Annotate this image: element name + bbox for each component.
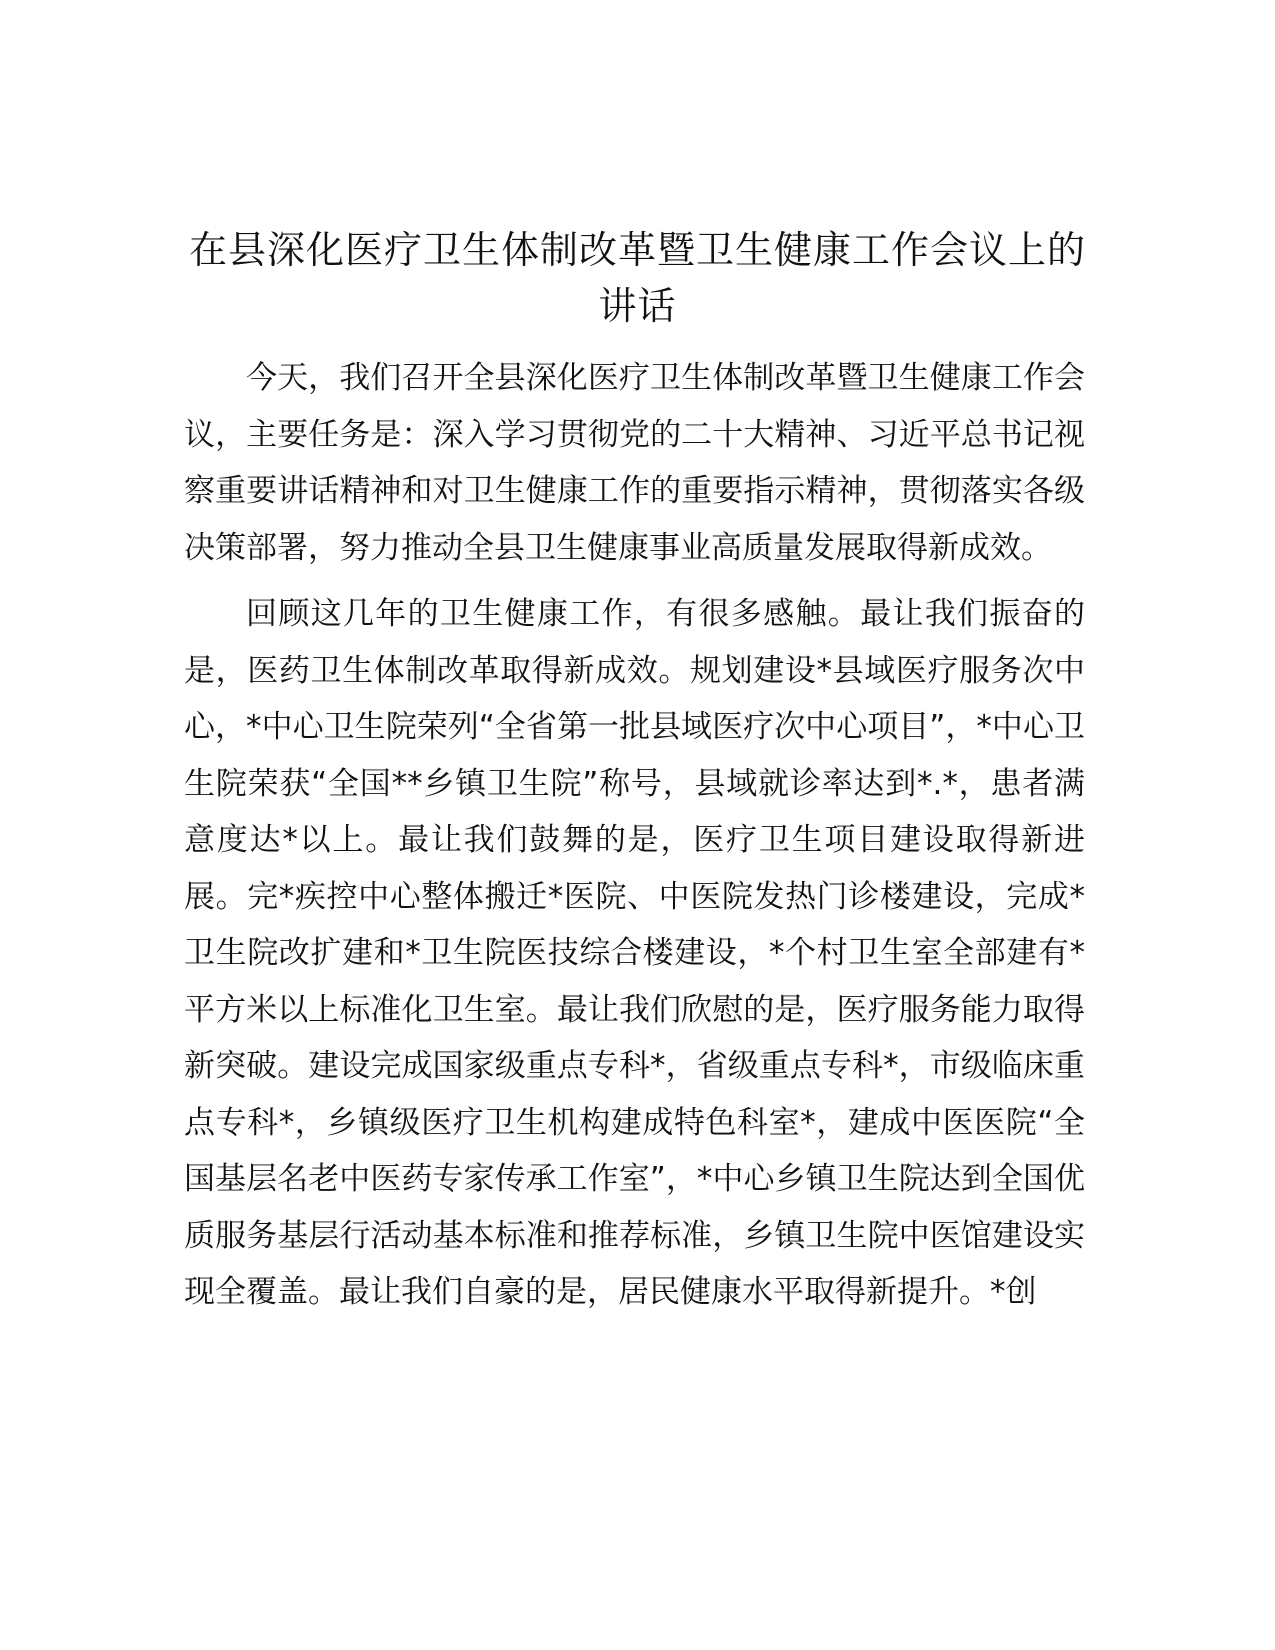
paragraph-opening: 今天，我们召开全县深化医疗卫生体制改革暨卫生健康工作会议，主要任务是：深入学习贯彻党的二十大精神、习近平总书记视察重要讲话精神和对卫生健康工作的重要指示精神，贯彻落实各级决策部署，努力推动全县卫生健康事业高质量发展取得新成效。 [184,360,1085,566]
document-body [184,350,1085,1331]
paragraph-review: 回顾这几年的卫生健康工作，有很多感触。最让我们振奋的是，医药卫生体制改革取得新成效。规划建设*县域医疗服务次中心，*中心卫生院荣列“全省第一批县域医疗次中心项目”，*中心卫生院荣获“全国**乡镇卫生院”称号，县域就诊率达到*.*，患者满意度达*以上。最让我们鼓舞的是，医疗卫生项目建设取得新进展。完*疾控中心整体搬迁*医院、中医院发热门诊楼建设，完成*卫生院改扩建和*卫生院医技综合楼建设，*个村卫生室全部建有*平方米以上标准化卫生室。最让我们欣慰的是，医疗服务能力取得新突破。建设完成国家级重点专科*，省级重点专科*，市级临床重点专科*，乡镇级医疗卫生机构建成特色科室*，建成中医医院“全国基层名老中医药专家传承工作室”，*中心乡镇卫生院达到全国优质服务基层行活动基本标准和推荐标准，乡镇卫生院中医馆建设实现全覆盖。最让我们自豪的是，居民健康水平取得新提升。*创 [184,596,1085,1310]
document-title: 在县深化医疗卫生体制改革暨卫生健康工作会议上的讲话 [188,228,1086,328]
